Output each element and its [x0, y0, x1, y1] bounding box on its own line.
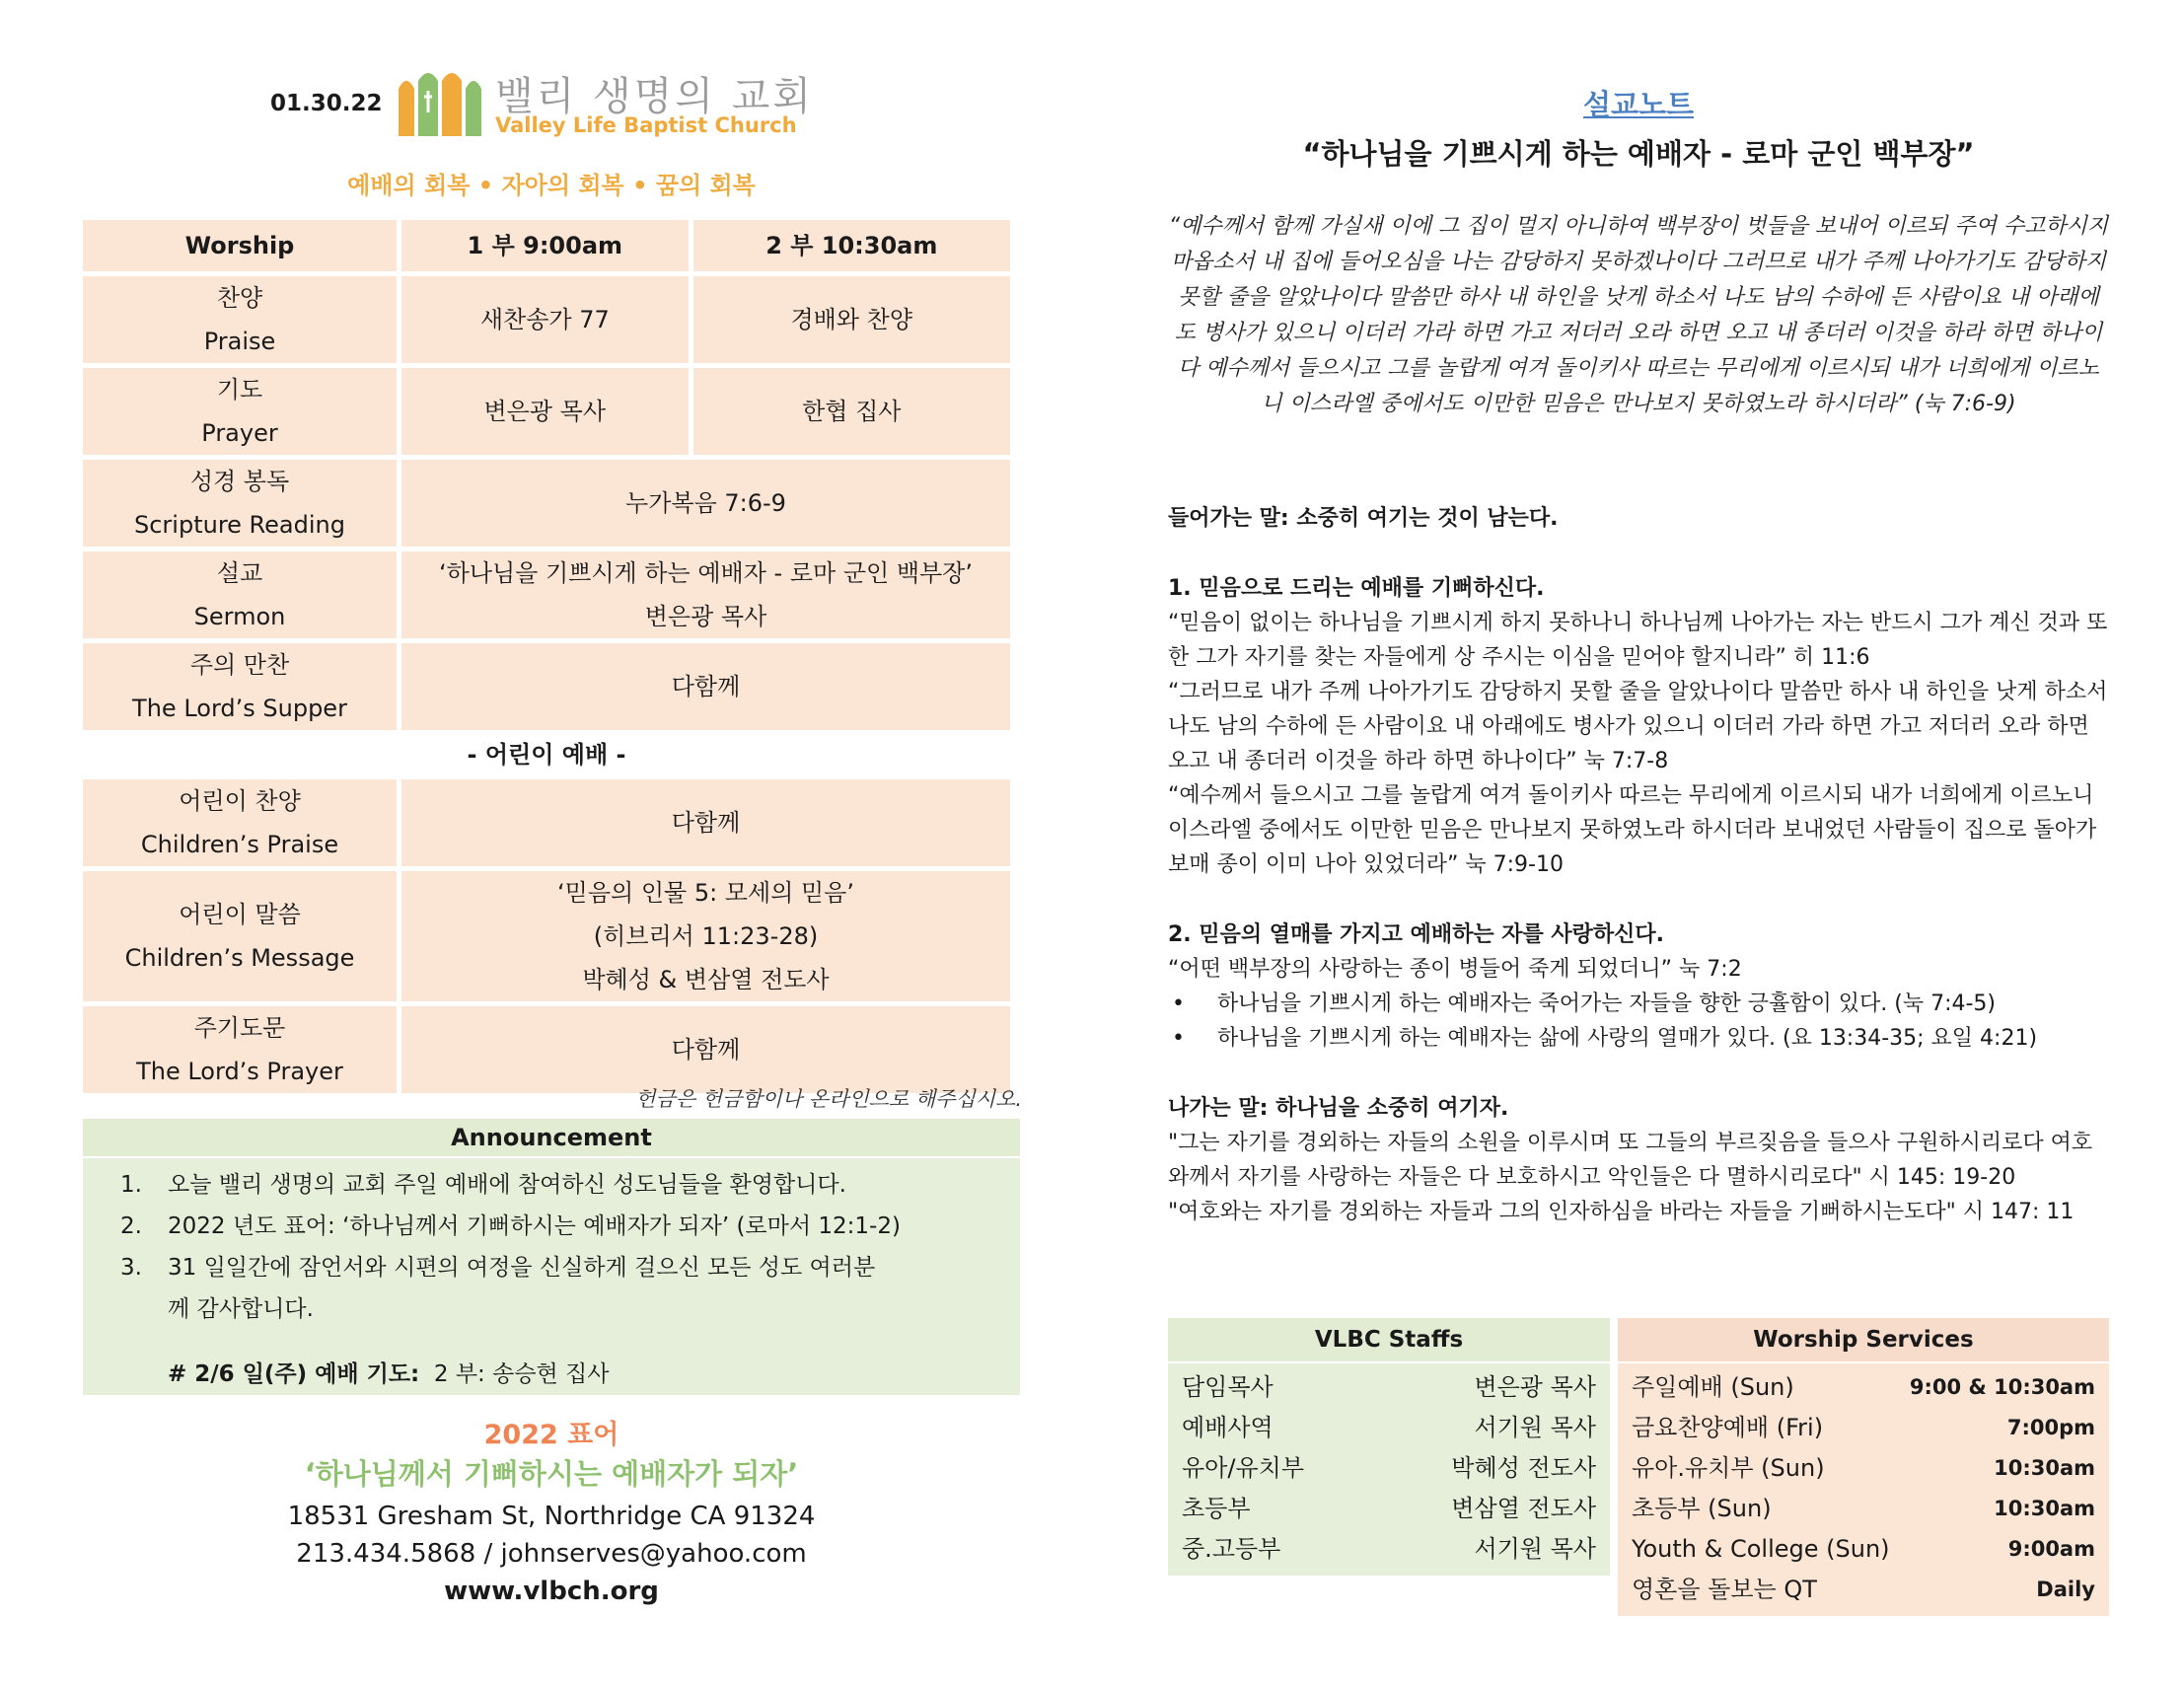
children-message-value: ‘믿음의 인물 5: 모세의 믿음’ (히브리서 11:23-28) 박혜성 & 변삼열 전도사 — [401, 871, 1010, 1001]
children-message-label: 어린이 말씀 Children’s Message — [83, 871, 397, 1001]
services-table — [1618, 1318, 2109, 1616]
yearly-motto: ‘하나님께서 기뻐하시는 예배자가 되자’ — [304, 1457, 799, 1491]
list-item: 2. 2022 년도 표어: ‘하나님께서 기뻐하시는 예배자가 되자’ (로마서 12:1-2) — [120, 1213, 901, 1239]
table-row — [83, 643, 1010, 730]
sermon-note-subtitle: “하나님을 기쁘시게 하는 예배자 - 로마 군인 백부장” — [1302, 137, 1975, 171]
table-row — [83, 368, 1010, 455]
lords-prayer-label: 주기도문 The Lord’s Prayer — [83, 1006, 397, 1093]
praise-second: 경배와 찬양 — [693, 276, 1010, 363]
point2-title: 2. 믿음의 열매를 가지고 예배하는 자를 사랑하신다. — [1168, 922, 1665, 947]
bulletin-date: 01.30.22 — [270, 91, 383, 116]
church-name-korean: 밸리 생명의 교회 — [495, 74, 814, 119]
church-logo-icon — [397, 67, 487, 138]
prayer-second: 한협 집사 — [693, 368, 1010, 455]
sermon-note-column — [1168, 0, 2109, 1689]
table-row — [83, 779, 1010, 866]
table-row: 유아.유치부 (Sun) 10:30am — [1632, 1454, 2095, 1482]
children-praise-label: 어린이 찬양 Children’s Praise — [83, 779, 397, 866]
church-name-english: Valley Life Baptist Church — [495, 113, 797, 137]
supper-value: 다함께 — [401, 643, 1010, 730]
table-row: 초등부 변삼열 전도사 — [1182, 1495, 1596, 1522]
announcement-title: Announcement — [83, 1119, 1020, 1158]
sermon-label: 설교 Sermon — [83, 551, 397, 638]
table-row: 담임목사 변은광 목사 — [1182, 1373, 1596, 1401]
staff-table — [1168, 1318, 1610, 1576]
list-item: 3. 31 일일간에 잠언서와 시편의 여정을 신실하게 걸으신 모든 성도 여러분께 감사합니다. — [120, 1255, 876, 1322]
sermon-closing: 나가는 말: 하나님을 소중히 여기자. — [1168, 1096, 1509, 1121]
yearly-motto-label: 2022 표어 — [483, 1420, 619, 1450]
scripture-label: 성경 봉독 Scripture Reading — [83, 460, 397, 547]
table-row: 주일예배 (Sun) 9:00 & 10:30am — [1632, 1373, 2095, 1401]
lords-prayer-value: 다함께 — [401, 1006, 1010, 1093]
offering-note: 헌금은 헌금함이나 온라인으로 해주십시오. — [635, 1087, 1022, 1111]
services-table-title: Worship Services — [1618, 1318, 2109, 1363]
contact-info — [83, 1498, 1020, 1610]
bulletin-left-column — [83, 0, 1020, 1689]
point1-quote: “믿음이 없이는 하나님을 기쁘시게 하지 못하나니 하나님께 나아가는 자는 반드시 그가 계신 것과 또한 그가 자기를 찾는 자들에게 상 주시는 이심을 믿어야 할지니라” 히 11:6 — [1168, 611, 2108, 670]
table-row — [83, 551, 1010, 638]
sermon-note-body — [1168, 501, 2109, 1229]
next-week-prayer: # 2/6 일(주) 예배 기도: 2 부: 송승현 집사 — [168, 1361, 610, 1387]
church-address: 18531 Gresham St, Northridge CA 91324 — [287, 1502, 816, 1531]
church-phone-email: 213.434.5868 / johnserves@yahoo.com — [296, 1539, 807, 1569]
list-item: • 하나님을 기쁘시게 하는 예배자는 삶에 사랑의 열매가 있다. (요 13:34-35; 요일 4:21) — [1168, 1021, 2109, 1056]
point2-quote: “어떤 백부장의 사랑하는 종이 병들어 죽게 되었더니” 눅 7:2 — [1168, 957, 1742, 982]
worship-order-table — [78, 215, 1015, 1098]
closing-quote: "여호와는 자기를 경외하는 자들과 그의 인자하심을 바라는 자들을 기뻐하시는도다" 시 147: 11 — [1168, 1200, 2075, 1224]
prayer-first: 변은광 목사 — [401, 368, 689, 455]
header-worship: Worship — [83, 220, 397, 271]
sermon-value: ‘하나님을 기쁘시게 하는 예배자 - 로마 군인 백부장’ 변은광 목사 — [401, 551, 1010, 638]
sermon-note-title: 설교노트 — [1582, 88, 1695, 121]
prayer-label: 기도 Prayer — [83, 368, 397, 455]
announcement-box — [83, 1119, 1020, 1395]
children-section-row — [83, 735, 1010, 774]
closing-quote: "그는 자기를 경외하는 자들의 소원을 이루시며 또 그들의 부르짖음을 들으사 구원하시리로다 여호와께서 자기를 사랑하는 자들은 다 보호하시고 악인들은 다 멸하시리로다" 시 145: 19-20 — [1168, 1131, 2093, 1190]
children-section-title: - 어린이 예배 - — [83, 735, 1010, 774]
list-item: 1. 오늘 밸리 생명의 교회 주일 예배에 참여하신 성도님들을 환영합니다. — [120, 1172, 846, 1198]
table-row: 예배사역 서기원 목사 — [1182, 1414, 1596, 1441]
church-website: www.vlbch.org — [444, 1577, 659, 1606]
table-row — [83, 460, 1010, 547]
supper-label: 주의 만찬 The Lord’s Supper — [83, 643, 397, 730]
table-row: 초등부 (Sun) 10:30am — [1632, 1495, 2095, 1522]
church-motto: 예배의 회복 • 자아의 회복 • 꿈의 회복 — [347, 172, 756, 199]
point2-bullets — [1168, 987, 2109, 1056]
table-header-row — [83, 220, 1010, 271]
table-row — [83, 871, 1010, 1001]
table-row: 중.고등부 서기원 목사 — [1182, 1535, 1596, 1563]
table-row — [83, 1006, 1010, 1093]
table-row: 금요찬양예배 (Fri) 7:00pm — [1632, 1414, 2095, 1441]
sermon-scripture: “예수께서 함께 가실새 이에 그 집이 멀지 아니하여 백부장이 벗들을 보내어 이르되 주여 수고하시지 마옵소서 내 집에 들어오심을 나는 감당하지 못하겠나이다 그러므로 내가 주께 나아가기도 감당하지 못할 줄을 알았나이다 말씀만 하사 내 하인을 낫게 하소서 나도 남의 수하에 든 사람이요 내 아래에도 병사가 있으니 이더러 가라 하면 가고 저더러 오라 하면 오고 내 종더러 이것을 하라 하면 하나이다 예수께서 들으시고 그를 놀랍게 여겨 돌이키사 따르는 무리에게 이르시되 내가 너희에게 이르노니 이스라엘 중에서도 이만한 믿음은 만나보지 못하였노라 하시더라” (눅 7:6-9) — [1168, 214, 2109, 416]
praise-first: 새찬송가 77 — [401, 276, 689, 363]
list-item: • 하나님을 기쁘시게 하는 예배자는 죽어가는 자들을 향한 긍휼함이 있다. (눅 7:4-5) — [1168, 987, 2109, 1021]
announcement-list — [83, 1164, 1020, 1330]
point1-title: 1. 믿음으로 드리는 예배를 기뻐하신다. — [1168, 576, 1545, 601]
point1-quote: “예수께서 들으시고 그를 놀랍게 여겨 돌이키사 따르는 무리에게 이르시되 내가 너희에게 이르노니 이스라엘 중에서도 이만한 믿음은 만나보지 못하였노라 하시더라 보내었던 사람들이 집으로 돌아가 보매 종이 이미 나아 있었더라” 눅 7:9-10 — [1168, 783, 2097, 877]
table-row: 영혼을 돌보는 QT Daily — [1632, 1576, 2095, 1603]
praise-label: 찬양 Praise — [83, 276, 397, 363]
header-first-service: 1 부 9:00am — [401, 220, 689, 271]
header-second-service: 2 부 10:30am — [693, 220, 1010, 271]
staff-table-title: VLBC Staffs — [1168, 1318, 1610, 1363]
children-praise-value: 다함께 — [401, 779, 1010, 866]
scripture-value: 누가복음 7:6-9 — [401, 460, 1010, 547]
point1-quote: “그러므로 내가 주께 나아가기도 감당하지 못할 줄을 알았나이다 말씀만 하사 내 하인을 낫게 하소서 나도 남의 수하에 든 사람이요 내 아래에도 병사가 있으니 이더러 가라 하면 가고 저더러 오라 하면 오고 내 종더러 이것을 하라 하면 하나이다” 눅 7:7-8 — [1168, 680, 2108, 773]
table-row: Youth & College (Sun) 9:00am — [1632, 1535, 2095, 1563]
sermon-intro: 들어가는 말: 소중히 여기는 것이 남는다. — [1168, 506, 1559, 531]
table-row — [83, 276, 1010, 363]
table-row: 유아/유치부 박혜성 전도사 — [1182, 1454, 1596, 1482]
